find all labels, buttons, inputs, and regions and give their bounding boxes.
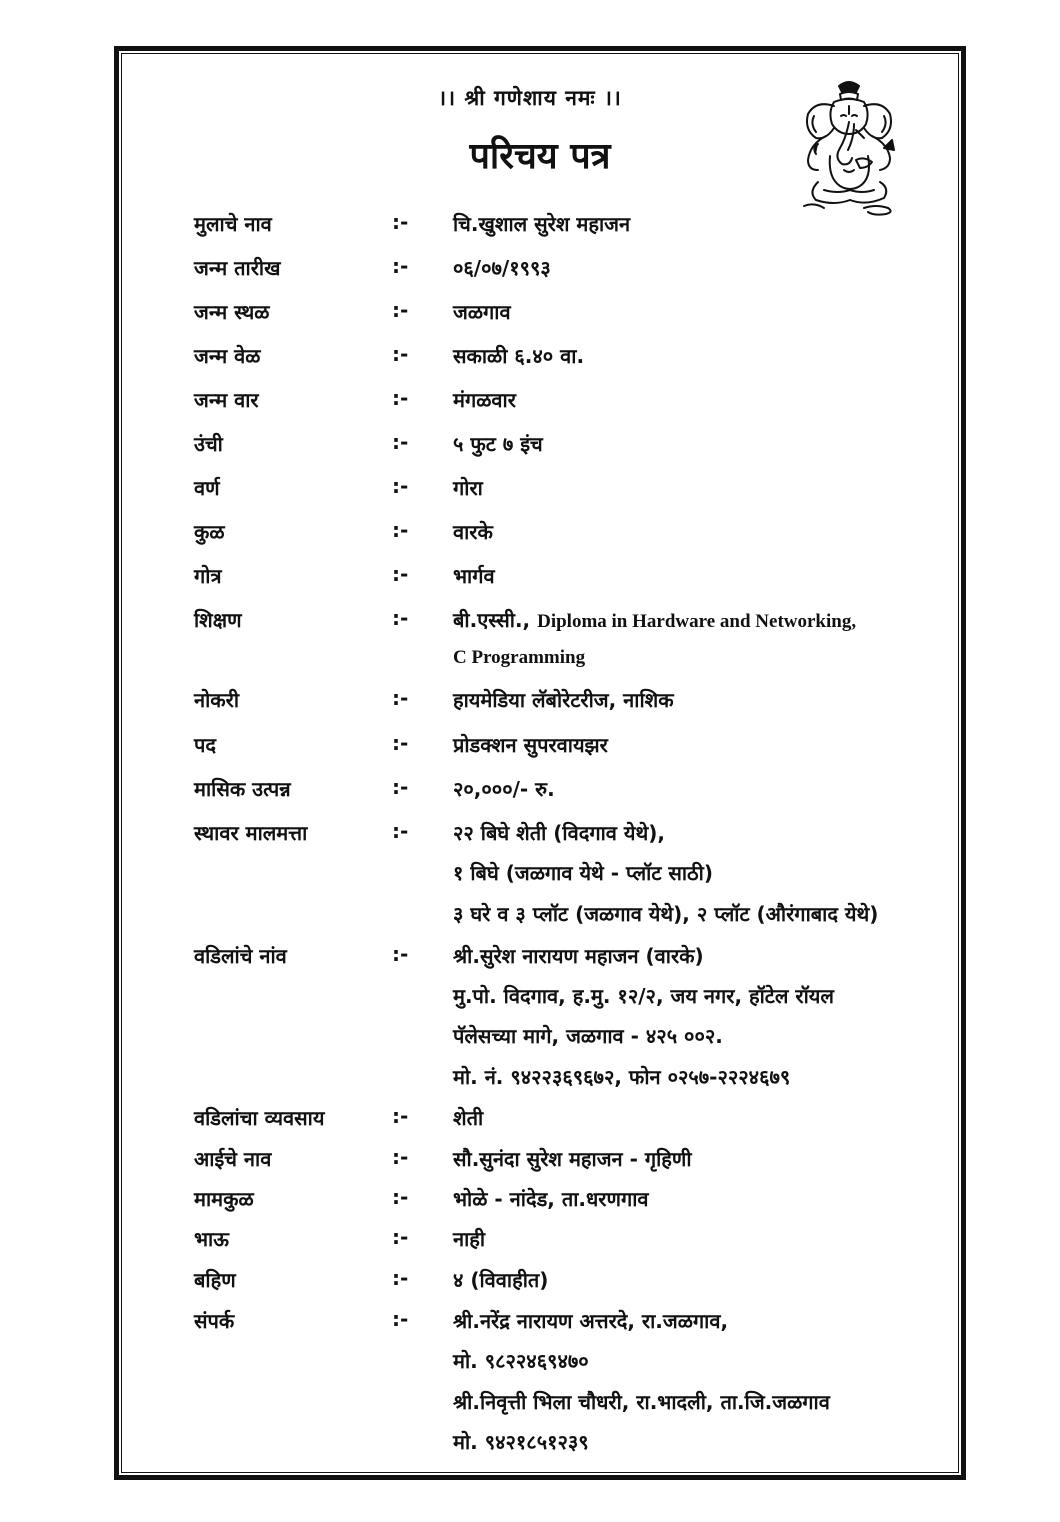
education-english: Diploma in Hardware and Networking, — [537, 611, 857, 632]
label-job: नोकरी — [194, 688, 239, 712]
value-name: चि.खुशाल सुरेश महाजन — [453, 212, 631, 236]
row-brother — [0, 1225, 1060, 1257]
row-gotra — [0, 562, 1060, 594]
value-father-line: मु.पो. विदगाव, ह.मु. १२/२, जय नगर, हॉटेल रॉयल — [453, 984, 834, 1008]
row-birthplace — [0, 298, 1060, 330]
label-dob: जन्म तारीख — [194, 256, 281, 280]
value-post: प्रोडक्शन सुपरवायझर — [453, 733, 608, 757]
value-father-line: श्री.सुरेश नारायण महाजन (वारके) — [453, 944, 704, 968]
row-sister — [0, 1266, 1060, 1298]
value-gotra: भार्गव — [453, 564, 495, 588]
value-property-line: ३ घरे व ३ प्लॉट (जळगाव येथे), २ प्लॉट (औरंगाबाद येथे) — [453, 902, 879, 926]
row-father-occupation — [0, 1104, 1060, 1136]
value-job: हायमेडिया लॅबोरेटरीज, नाशिक — [453, 688, 674, 712]
value-father-line: पॅलेसच्या मागे, जळगाव - ४२५ ००२. — [453, 1024, 723, 1048]
row-birthday — [0, 386, 1060, 418]
separator: :- — [392, 819, 409, 843]
separator: :- — [392, 1185, 409, 1209]
label-education: शिक्षण — [194, 608, 242, 632]
value-education — [453, 606, 856, 633]
label-father-occupation: वडिलांचा व्यवसाय — [194, 1106, 325, 1130]
separator: :- — [392, 1266, 409, 1290]
separator: :- — [392, 298, 409, 322]
value-sister: ४ (विवाहीत) — [453, 1268, 549, 1292]
separator: :- — [392, 518, 409, 542]
value-contact-line: मो. ९४२१८५१२३९ — [453, 1430, 589, 1454]
label-name: मुलाचे नाव — [194, 212, 272, 236]
value-birthplace: जळगाव — [453, 300, 511, 324]
label-income: मासिक उत्पन्न — [194, 777, 291, 801]
value-height: ५ फुट ७ इंच — [453, 432, 543, 456]
value-birthtime: सकाळी ६.४० वा. — [453, 344, 585, 368]
row-education — [0, 606, 1060, 638]
label-height: उंची — [194, 432, 223, 456]
row-property — [0, 819, 1060, 851]
label-contact: संपर्क — [194, 1309, 235, 1333]
row-mamkul — [0, 1185, 1060, 1217]
separator: :- — [392, 1104, 409, 1128]
value-dob: ०६/०७/१९९३ — [453, 256, 551, 280]
value-income: २०,०००/- रु. — [453, 777, 555, 801]
value-contact-line: मो. ९८२२४६९४७० — [453, 1349, 589, 1373]
label-birthplace: जन्म स्थळ — [194, 300, 270, 324]
separator: :- — [392, 1145, 409, 1169]
separator: :- — [392, 775, 409, 799]
separator: :- — [392, 474, 409, 498]
separator: :- — [392, 562, 409, 586]
label-gotra: गोत्र — [194, 564, 222, 588]
row-kul — [0, 518, 1060, 550]
value-complexion: गोरा — [453, 476, 483, 500]
row-birthtime — [0, 342, 1060, 374]
separator: :- — [392, 1225, 409, 1249]
separator: :- — [392, 1307, 409, 1331]
value-birthday: मंगळवार — [453, 388, 516, 412]
label-post: पद — [194, 733, 216, 757]
row-complexion — [0, 474, 1060, 506]
value-father-line: मो. नं. ९४२२३६९६७२, फोन ०२५७-२२२४६७९ — [453, 1065, 791, 1089]
education-line-2: C Programming — [453, 647, 586, 668]
separator: :- — [392, 686, 409, 710]
row-name — [0, 210, 1060, 242]
label-mother: आईचे नाव — [194, 1147, 272, 1171]
row-contact — [0, 1307, 1060, 1339]
invocation-header: ।। श्री गणेशाय नमः ।। — [438, 86, 622, 110]
value-property-line: २२ बिघे शेती (विदगाव येथे), — [453, 821, 665, 845]
separator: :- — [392, 386, 409, 410]
value-father-occupation: शेती — [453, 1106, 484, 1130]
separator: :- — [392, 606, 409, 630]
separator: :- — [392, 430, 409, 454]
value-property-line: १ बिघे (जळगाव येथे - प्लॉट साठी) — [453, 861, 713, 885]
label-brother: भाऊ — [194, 1227, 229, 1251]
row-income — [0, 775, 1060, 807]
value-mamkul: भोळे - नांदेड, ता.धरणगाव — [453, 1187, 649, 1211]
label-kul: कुळ — [194, 520, 225, 544]
value-contact-line: श्री.निवृत्ती भिला चौधरी, रा.भादली, ता.जि.जळगाव — [453, 1390, 830, 1414]
separator: :- — [392, 942, 409, 966]
label-father: वडिलांचे नांव — [194, 944, 287, 968]
row-job — [0, 686, 1060, 718]
education-devanagari: बी.एस्सी., — [453, 608, 531, 632]
label-birthtime: जन्म वेळ — [194, 344, 261, 368]
label-complexion: वर्ण — [194, 476, 220, 500]
value-kul: वारके — [453, 520, 493, 544]
row-post — [0, 731, 1060, 763]
separator: :- — [392, 254, 409, 278]
value-contact-line: श्री.नरेंद्र नारायण अत्तरदे, रा.जळगाव, — [453, 1309, 729, 1333]
label-property: स्थावर मालमत्ता — [194, 821, 308, 845]
value-mother: सौ.सुनंदा सुरेश महाजन - गृहिणी — [453, 1147, 692, 1171]
separator: :- — [392, 731, 409, 755]
separator: :- — [392, 342, 409, 366]
row-height — [0, 430, 1060, 462]
row-dob — [0, 254, 1060, 286]
row-mother — [0, 1145, 1060, 1177]
label-birthday: जन्म वार — [194, 388, 259, 412]
row-father — [0, 942, 1060, 974]
value-brother: नाही — [453, 1227, 486, 1251]
label-sister: बहिण — [194, 1268, 236, 1292]
label-mamkul: मामकुळ — [194, 1187, 254, 1211]
page-title: परिचय पत्र — [469, 136, 611, 177]
separator: :- — [392, 210, 409, 234]
